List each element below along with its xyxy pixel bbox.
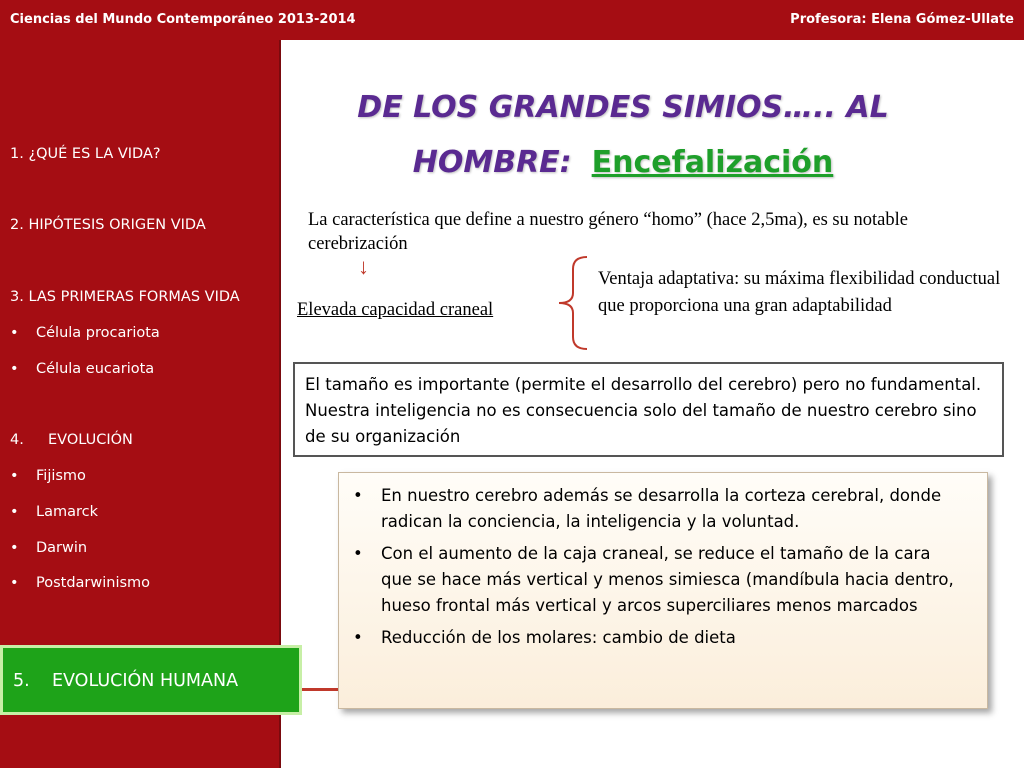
sidebar-item-label: 2. HIPÓTESIS ORIGEN VIDA [10, 217, 206, 233]
bullet-icon: • [10, 575, 19, 591]
sidebar-item-label: Postdarwinismo [36, 575, 151, 591]
sidebar-item-procariota[interactable] [10, 325, 160, 341]
bullet-icon: • [353, 628, 363, 647]
sidebar-item-label: Célula eucariota [36, 361, 155, 377]
intro-text: La característica que define a nuestro género “homo” (hace 2,5ma), es su notable cerebrización [308, 210, 908, 254]
sidebar-item-fijismo[interactable] [10, 468, 86, 484]
list-item [351, 625, 957, 651]
sidebar-item-eucariota[interactable] [10, 361, 154, 377]
bullet-card [338, 472, 988, 709]
course-title: Ciencias del Mundo Contemporáneo 2013-2014 [10, 12, 356, 27]
adaptive-advantage-text: Ventaja adaptativa: su máxima flexibilidad conductual que proporciona una gran adaptabilidad [598, 269, 1001, 316]
slide-title [298, 80, 948, 190]
teacher-name: Profesora: Elena Gómez-Ullate [790, 12, 1014, 27]
bullet-icon: • [353, 544, 363, 563]
bullet-text: Con el aumento de la caja craneal, se reduce el tamaño de la cara que se hace más vertical y menos simiesca (mandíbula hacia dentro, hueso frontal más vertical y arcos superciliares menos marcados [381, 544, 954, 615]
active-section-label: 5. EVOLUCIÓN HUMANA [13, 671, 239, 691]
bullet-icon: • [10, 540, 19, 556]
sidebar-item-darwin[interactable] [10, 540, 87, 556]
sidebar-item-label: Darwin [36, 540, 88, 556]
bullet-icon: • [10, 325, 19, 341]
bullet-icon: • [353, 486, 363, 505]
bullet-text: Reducción de los molares: cambio de dieta [381, 628, 736, 647]
arrow-down-icon: ↓ [358, 254, 369, 279]
title-line-2 [298, 135, 948, 190]
sidebar-item-evolucion[interactable] [10, 432, 133, 448]
brace-icon [551, 255, 591, 351]
list-item [351, 541, 957, 619]
header-bar [0, 0, 1024, 40]
sidebar-item-label: Fijismo [36, 468, 86, 484]
cranial-capacity-text: Elevada capacidad craneal [297, 300, 494, 320]
connector-line [302, 688, 338, 691]
sidebar-item-lamarck[interactable] [10, 504, 98, 520]
sidebar-item-que-es-la-vida[interactable] [10, 146, 161, 162]
sidebar-item-label: 3. LAS PRIMERAS FORMAS VIDA [10, 289, 240, 305]
title-prefix: HOMBRE: [412, 145, 572, 180]
sidebar-item-label: Célula procariota [36, 325, 160, 341]
sidebar-item-evolucion-humana[interactable] [0, 645, 302, 715]
item-number: 4. [10, 432, 24, 448]
bullet-icon: • [10, 504, 19, 520]
sidebar-item-primeras-formas[interactable] [10, 289, 240, 305]
sidebar-item-label: Lamarck [36, 504, 98, 520]
title-line-1: DE LOS GRANDES SIMIOS….. AL [357, 90, 889, 125]
sidebar-item-label: 1. ¿QUÉ ES LA VIDA? [10, 146, 161, 162]
list-item [351, 483, 957, 535]
bullet-icon: • [10, 361, 19, 377]
title-subtitle: Encefalización [591, 145, 834, 180]
sidebar-item-postdarwinismo[interactable] [10, 575, 150, 591]
note-box: El tamaño es importante (permite el desarrollo del cerebro) pero no fundamental. Nuestra inteligencia no es consecuencia solo del tamaño de nuestro cerebro sino de su organización [293, 362, 1004, 457]
bullet-icon: • [10, 468, 19, 484]
bullet-text: En nuestro cerebro además se desarrolla la corteza cerebral, donde radican la conciencia, la inteligencia y la voluntad. [381, 486, 942, 531]
sidebar-item-label: EVOLUCIÓN [48, 432, 133, 448]
sidebar-item-hipotesis[interactable] [10, 217, 206, 233]
